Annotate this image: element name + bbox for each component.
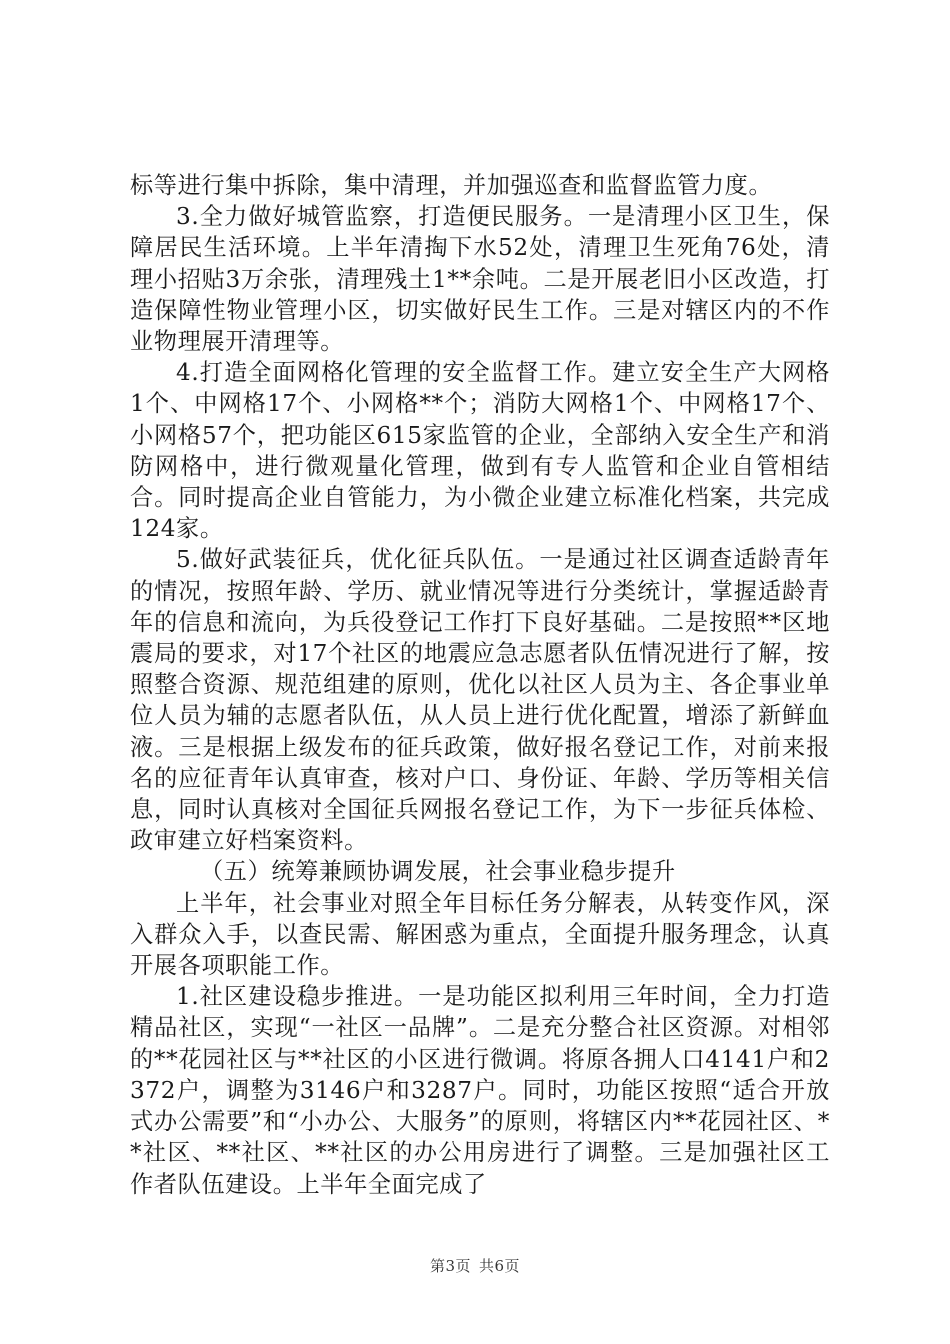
paragraph-item-3: 3.全力做好城管监察，打造便民服务。一是清理小区卫生，保障居民生活环境。上半年清掏下水52处，清理卫生死角76处，清理小招贴3万余张，清理残土1**余吨。二是开展老旧小区改造，打造保障性物业管理小区，切实做好民生工作。三是对辖区内的不作业物理展开清理等。 <box>130 203 830 356</box>
page-footer <box>0 1255 950 1276</box>
paragraph-item-4: 4.打造全面网格化管理的安全监督工作。建立安全生产大网格1个、中网格17个、小网格**个；消防大网格1个、中网格17个、小网格57个，把功能区615家监管的企业，全部纳入安全生产和消防网格中，进行微观量化管理，做到有专人监管和企业自管相结合。同时提高企业自管能力，为小微企业建立标准化档案，共完成124家。 <box>130 359 830 543</box>
paragraph-item-1: 1.社区建设稳步推进。一是功能区拟利用三年时间，全力打造精品社区，实现“一社区一品牌”。二是充分整合社区资源。对相邻的**花园社区与**社区的小区进行微调。将原各拥人口4141户和2372户，调整为3146户和3287户。同时，功能区按照“适合开放式办公需要”和“小办公、大服务”的原则，将辖区内**花园社区、**社区、**社区、**社区的办公用房进行了调整。三是加强社区工作者队伍建设。上半年全面完成了 <box>130 983 830 1198</box>
section-heading: （五）统筹兼顾协调发展，社会事业稳步提升 <box>200 858 676 886</box>
paragraph-continuation: 标等进行集中拆除，集中清理，并加强巡查和监督监管力度。 <box>130 172 773 199</box>
paragraph-item-5: 5.做好武装征兵，优化征兵队伍。一是通过社区调查适龄青年的情况，按照年龄、学历、就业情况等进行分类统计，掌握适龄青年的信息和流向，为兵役登记工作打下良好基础。二是按照**区地震局的要求，对17个社区的地震应急志愿者队伍情况进行了解，按照整合资源、规范组建的原则，优化以社区人员为主、各企事业单位人员为辅的志愿者队伍，从人员上进行优化配置，增添了新鲜血液。三是根据上级发布的征兵政策，做好报名登记工作，对前来报名的应征青年认真审查，核对户口、身份证、年龄、学历等相关信息，同时认真核对全国征兵网报名登记工作，为下一步征兵体检、政审建立好档案资料。 <box>130 546 830 855</box>
document-body <box>130 170 830 1200</box>
paragraph-intro: 上半年，社会事业对照全年目标任务分解表，从转变作风，深入群众入手，以查民需、解困惑为重点，全面提升服务理念，认真开展各项职能工作。 <box>130 889 830 980</box>
page-number: 第3页 <box>429 1257 471 1275</box>
page-total: 共6页 <box>479 1257 521 1275</box>
